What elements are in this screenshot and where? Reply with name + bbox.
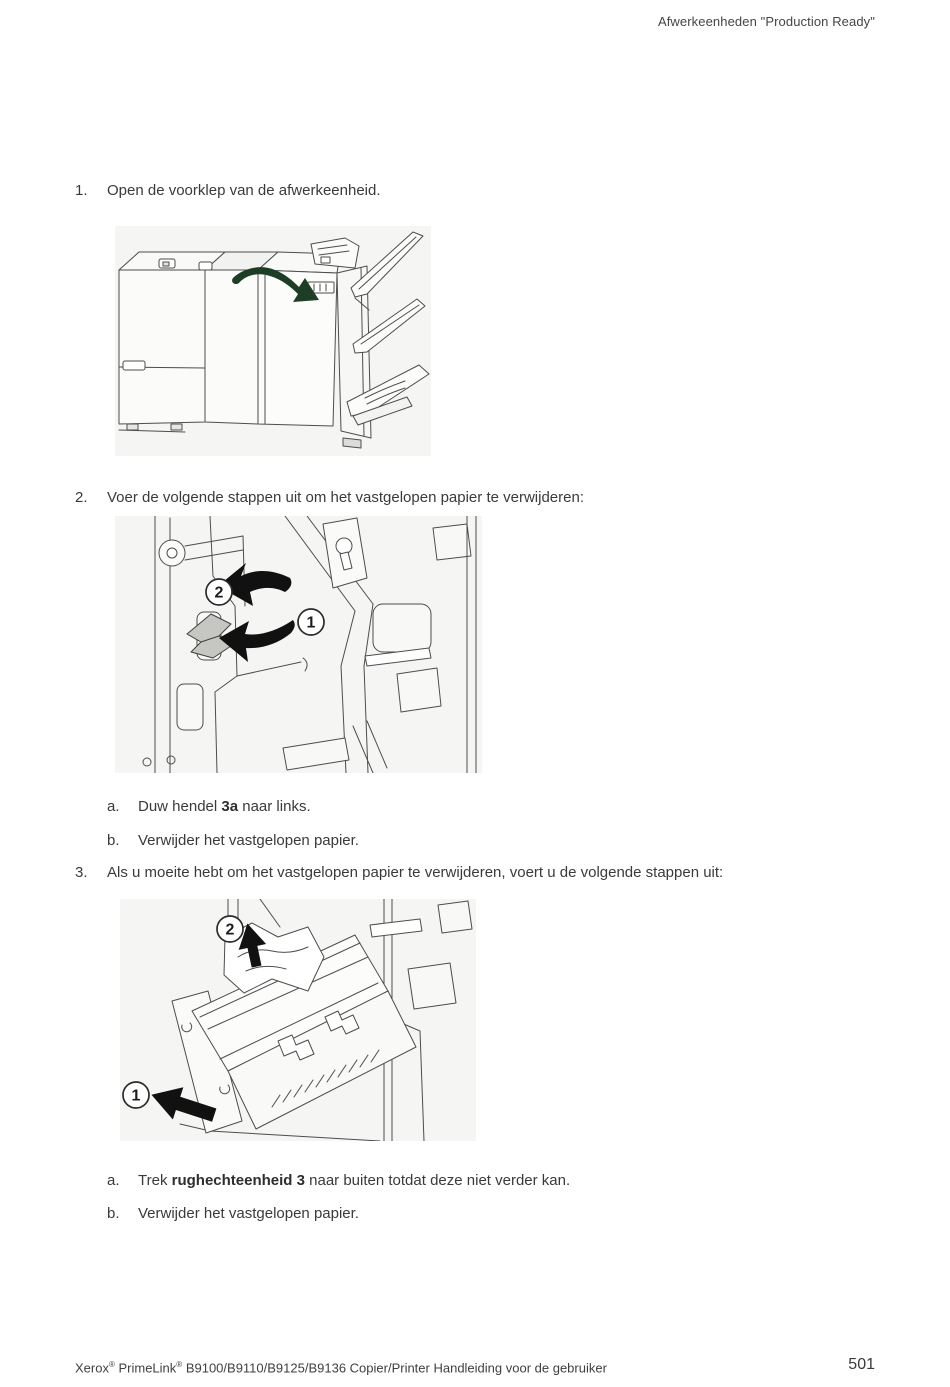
figure-booklet-unit-pullout-svg — [120, 899, 476, 1141]
svg-text:2: 2 — [225, 921, 235, 939]
step-1-number: 1. — [75, 182, 88, 199]
step-3-text: Als u moeite hebt om het vastgelopen papier te verwijderen, voert u de volgende stappen uit: — [107, 864, 724, 881]
registered-mark: ® — [108, 1360, 115, 1369]
registered-mark: ® — [176, 1360, 183, 1369]
line-art — [172, 899, 472, 1141]
step-2-number: 2. — [75, 489, 88, 506]
substep-letter: b. — [107, 1205, 120, 1222]
footer-product: PrimeLink — [114, 1360, 177, 1376]
line-art — [143, 516, 476, 773]
lever-1-arrow — [219, 620, 295, 662]
callout-1 — [123, 1082, 149, 1108]
substep-text-pre: Trek — [138, 1172, 172, 1189]
svg-text:1: 1 — [306, 614, 316, 632]
step-1 — [75, 181, 895, 201]
substep-letter: a. — [107, 1172, 120, 1189]
figure-jam-levers-svg — [115, 516, 482, 773]
callout-1 — [298, 609, 324, 635]
substep-text-bold: 3a — [221, 798, 239, 815]
footer-brand: Xerox — [75, 1360, 109, 1376]
running-header: Afwerkeenheden "Production Ready" — [657, 14, 875, 29]
substep-text — [138, 1171, 570, 1191]
step-3-number: 3. — [75, 864, 88, 881]
figure-booklet-unit-pullout — [120, 899, 476, 1141]
step-2-substep-a — [107, 797, 887, 817]
callout-2 — [206, 579, 232, 605]
svg-text:1: 1 — [131, 1087, 141, 1105]
substep-text-post: naar buiten totdat deze niet verder kan. — [304, 1172, 571, 1189]
figure-finisher-front-door-svg — [115, 226, 431, 456]
figure-jam-levers — [115, 516, 482, 773]
step-3 — [75, 863, 895, 883]
line-art — [119, 232, 429, 448]
substep-text-post: naar links. — [238, 798, 311, 815]
callout-2 — [217, 916, 243, 942]
step-3-substep-b — [107, 1204, 887, 1224]
step-1-text: Open de voorklep van de afwerkeenheid. — [107, 182, 381, 199]
step-3-substep-a — [107, 1171, 887, 1191]
page-number: 501 — [848, 1356, 875, 1373]
substep-letter: b. — [107, 832, 120, 849]
substep-text: Verwijder het vastgelopen papier. — [138, 1205, 359, 1222]
substep-text-pre: Duw hendel — [138, 798, 222, 815]
footer — [75, 1360, 607, 1375]
substep-text-bold: rughechteenheid 3 — [171, 1172, 305, 1189]
footer-models: B9100/B9110/B9125/B9136 Copier/Printer Handleiding voor de gebruiker — [182, 1360, 607, 1376]
svg-text:2: 2 — [214, 584, 224, 602]
step-2-substep-b — [107, 831, 887, 851]
figure-finisher-front-door — [115, 226, 431, 456]
step-2-text: Voer de volgende stappen uit om het vastgelopen papier te verwijderen: — [107, 489, 584, 506]
substep-text — [138, 797, 311, 817]
substep-text: Verwijder het vastgelopen papier. — [138, 832, 359, 849]
substep-letter: a. — [107, 798, 120, 815]
step-2 — [75, 488, 895, 508]
